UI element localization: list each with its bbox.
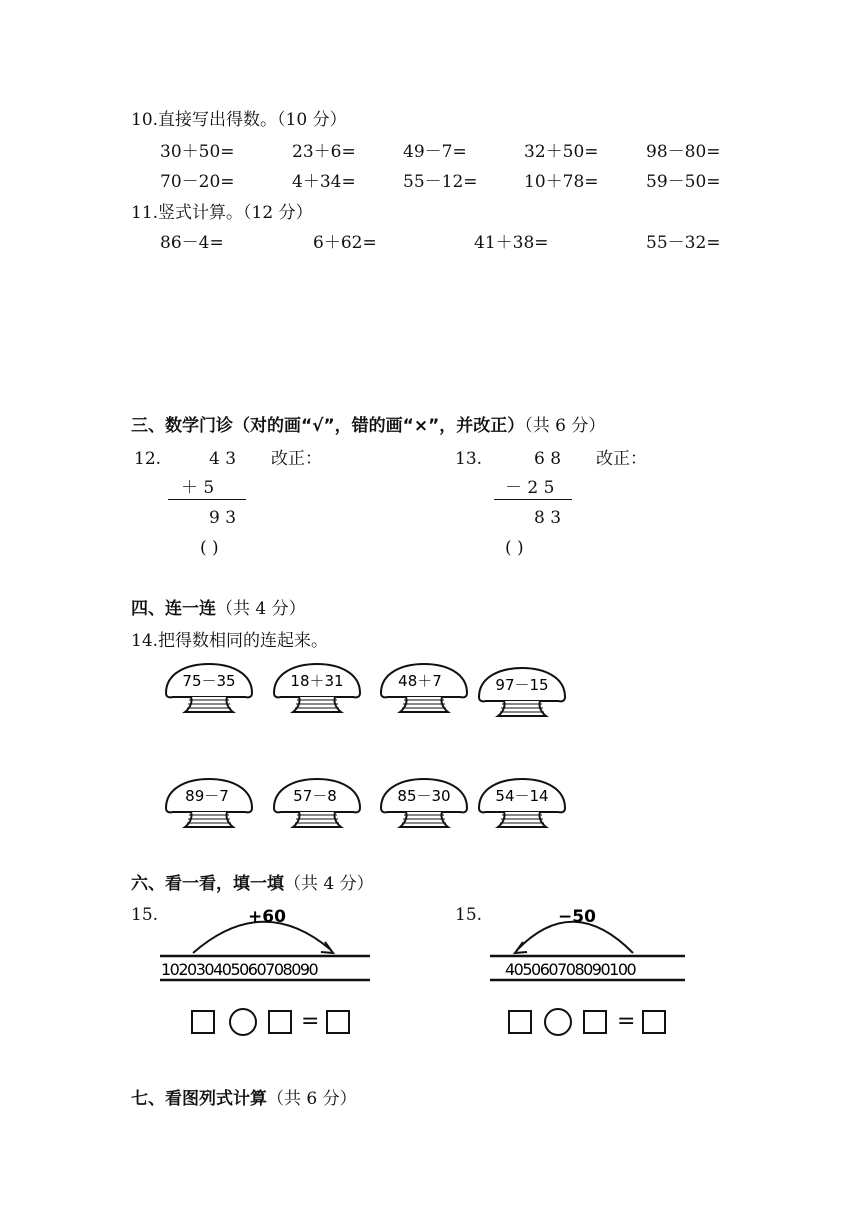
answer-box-right-1[interactable]: [508, 1010, 532, 1034]
q10-r1-c1: 30＋50=: [160, 142, 235, 162]
equals-right: =: [617, 1009, 636, 1034]
operator-circle-left[interactable]: [229, 1008, 257, 1036]
q11-item-2: 6＋62=: [313, 233, 377, 253]
nl-right-jump: −50: [558, 907, 596, 927]
q12-operand: ＋ 5: [181, 478, 215, 498]
q15-left-number: 15.: [131, 905, 159, 925]
q13-answer-paren: ( ): [505, 538, 524, 558]
number-line-right: [485, 902, 695, 984]
q13-result: 8 3: [534, 508, 562, 528]
mushroom-bottom-2[interactable]: [271, 776, 363, 832]
mushroom-top-4[interactable]: [476, 665, 568, 721]
mushroom-bottom-1[interactable]: [163, 776, 255, 832]
q12-line: [168, 499, 246, 500]
mushroom-bottom-3[interactable]: [378, 776, 470, 832]
section4-title: 四、连一连: [131, 599, 216, 619]
section7-title: 七、看图列式计算: [131, 1089, 267, 1109]
section7-score: （共 6 分）: [267, 1089, 357, 1109]
q10-title: 10.直接写出得数。（10 分）: [131, 110, 347, 130]
q11-item-4: 55－32=: [646, 233, 721, 253]
mushroom-bottom-1-label: 89－7: [185, 787, 229, 805]
section4-heading: [131, 599, 306, 619]
q10-r2-c4: 10＋78=: [524, 172, 599, 192]
mushroom-top-2[interactable]: [271, 661, 363, 717]
equals-left: =: [301, 1009, 320, 1034]
q10-r2-c1: 70－20=: [160, 172, 235, 192]
q13-correct-label: 改正：: [596, 449, 647, 469]
q10-r1-c5: 98－80=: [646, 142, 721, 162]
operator-circle-right[interactable]: [544, 1008, 572, 1036]
answer-box-right-3[interactable]: [642, 1010, 666, 1034]
mushroom-top-1[interactable]: [163, 661, 255, 717]
nl-left-jump: +60: [248, 907, 286, 927]
nl-right-ticks: 405060708090100: [505, 960, 636, 979]
section6-score: （共 4 分）: [284, 874, 374, 894]
q10-r1-c3: 49－7=: [403, 142, 467, 162]
section4-score: （共 4 分）: [216, 599, 306, 619]
mushroom-bottom-2-label: 57－8: [293, 787, 337, 805]
q13-operand: － 2 5: [505, 478, 555, 498]
number-line-left: [155, 902, 380, 984]
q14-instruction: 14.把得数相同的连起来。: [131, 631, 329, 651]
section7-heading: [131, 1089, 357, 1109]
q13-top: 6 8: [534, 449, 562, 469]
mushroom-top-3[interactable]: [378, 661, 470, 717]
q10-r2-c2: 4＋34=: [292, 172, 356, 192]
nl-left-ticks: 102030405060708090: [161, 960, 318, 979]
q12-number: 12.: [134, 449, 162, 469]
section3-score: （共 6 分）: [524, 416, 606, 436]
q12-result: 9 3: [209, 508, 237, 528]
q13-line: [494, 499, 572, 500]
q11-item-1: 86－4=: [160, 233, 224, 253]
answer-box-left-1[interactable]: [191, 1010, 215, 1034]
answer-box-right-2[interactable]: [583, 1010, 607, 1034]
section6-heading: [131, 874, 374, 894]
q12-correct-label: 改正：: [271, 449, 322, 469]
answer-box-left-3[interactable]: [326, 1010, 350, 1034]
mushroom-top-2-label: 18＋31: [290, 672, 344, 690]
mushroom-bottom-3-label: 85－30: [397, 787, 451, 805]
q10-r1-c4: 32＋50=: [524, 142, 599, 162]
answer-box-left-2[interactable]: [268, 1010, 292, 1034]
mushroom-bottom-4[interactable]: [476, 776, 568, 832]
q10-r2-c5: 59－50=: [646, 172, 721, 192]
section3-heading: [131, 416, 605, 436]
q11-title: 11.竖式计算。（12 分）: [131, 203, 313, 223]
mushroom-top-4-label: 97－15: [495, 676, 549, 694]
mushroom-bottom-4-label: 54－14: [495, 787, 549, 805]
section3-title: 三、数学门诊（对的画“√”，错的画“×”，并改正）: [131, 416, 525, 436]
q12-answer-paren: ( ): [200, 538, 219, 558]
mushroom-top-3-label: 48＋7: [398, 672, 442, 690]
mushroom-top-1-label: 75－35: [182, 672, 236, 690]
q11-item-3: 41＋38=: [474, 233, 549, 253]
q15-right-number: 15.: [455, 905, 483, 925]
q12-top: 4 3: [209, 449, 237, 469]
q13-number: 13.: [455, 449, 483, 469]
q10-r1-c2: 23＋6=: [292, 142, 356, 162]
section6-title: 六、看一看，填一填: [131, 874, 284, 894]
q10-r2-c3: 55－12=: [403, 172, 478, 192]
